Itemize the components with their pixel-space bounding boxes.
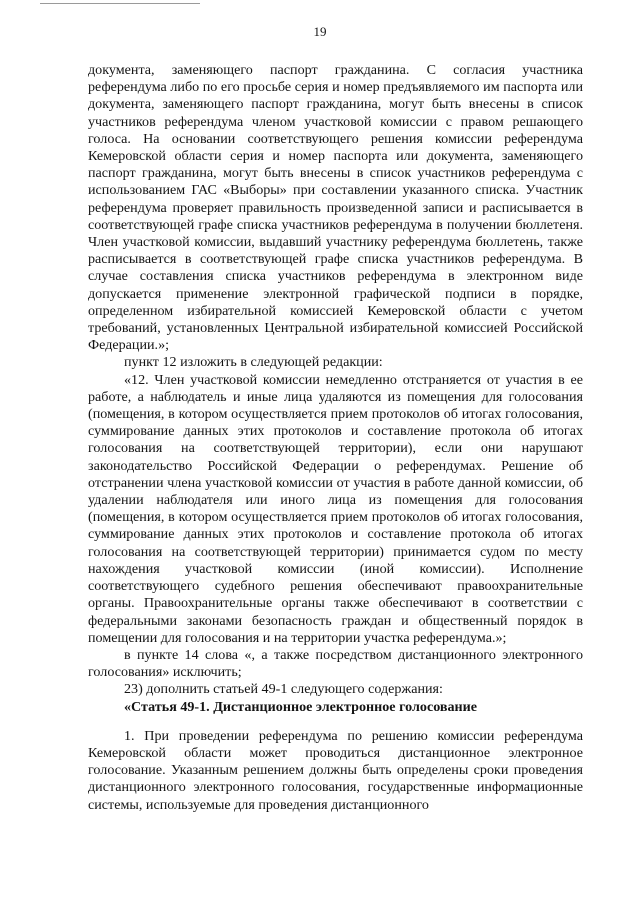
paragraph-article-49-1-intro: 23) дополнить статьей 49-1 следующего содержания:: [124, 681, 443, 698]
paragraph-item-12-text: «12. Член участковой комиссии немедленно отстраняется от участия в ее работе, а наблюдатель и иные лица удаляются из помещения для голосования (помещения, в котором осуществляется прием протоколов об итогах голосования, суммирование данных этих протоколов и составление протокола об итогах голосования на соответствующей территории), если они нарушают законодательство Российской Федерации о референдумах. Решение об отстранении члена участковой комиссии от участия в работе данной комиссии, об удалении наблюдателя или иного лица из помещения для голосования (помещения, в котором осуществляется прием протоколов об итогах голосования, суммирование данных этих протоколов и составление протокола об итогах голосования на соответствующей территории) принимается судом по месту нахождения участковой комиссии (иной комиссии). Исполнение соответствующего судебного решения обеспечивают правоохранительные органы. Правоохранительные органы также обеспечивают в соответствии с федеральными законами безопасность граждан и общественный порядок в помещении для голосования и на территории участка референдума.»;: [88, 371, 583, 646]
paragraph-remote-voting: 1. При проведении референдума по решению комиссии референдума Кемеровской области может проводиться дистанционное электронное голосование. Указанным решением должны быть определены сроки проведения дистанционного электронного голосования, государственные информационные системы, используемые для проведения дистанционного: [88, 727, 583, 813]
article-heading: «Статья 49-1. Дистанционное электронное голосование: [124, 698, 478, 715]
paragraph-item-14-amendment: в пункте 14 слова «, а также посредством дистанционного электронного голосования» исключить;: [88, 646, 583, 681]
paragraph-passport-entry: документа, заменяющего паспорт гражданина. С согласия участника референдума либо по его просьбе серия и номер предъявляемого им паспорта или документа, заменяющего паспорт гражданина, могут быть внесены в список участников референдума членом участковой комиссии с правом решающего голоса. На основании соответствующего решения комиссии референдума Кемеровской области серия и номер паспорта или документа, заменяющего паспорт гражданина, могут быть внесены в список участников референдума с использованием ГАС «Выборы» при составлении указанного списка. Участник референдума проверяет правильность произведенной записи и расписывается в соответствующей графе списка участников референдума в получении бюллетеня. Член участковой комиссии, выдавший участнику референдума бюллетень, также расписывается в соответствующей графе списка участников референдума. В случае составления списка участников референдума в электронном виде допускается применение электронной графической подписи в порядке, определенном избирательной комиссией Кемеровской области с учетом требований, установленных Центральной избирательной комиссией Российской Федерации.»;: [88, 62, 583, 354]
top-rule: [40, 3, 200, 4]
page-number: 19: [313, 24, 327, 39]
spacer: [88, 716, 583, 728]
paragraph-item-12-intro: пункт 12 изложить в следующей редакции:: [124, 354, 383, 371]
document-body: [88, 62, 583, 814]
